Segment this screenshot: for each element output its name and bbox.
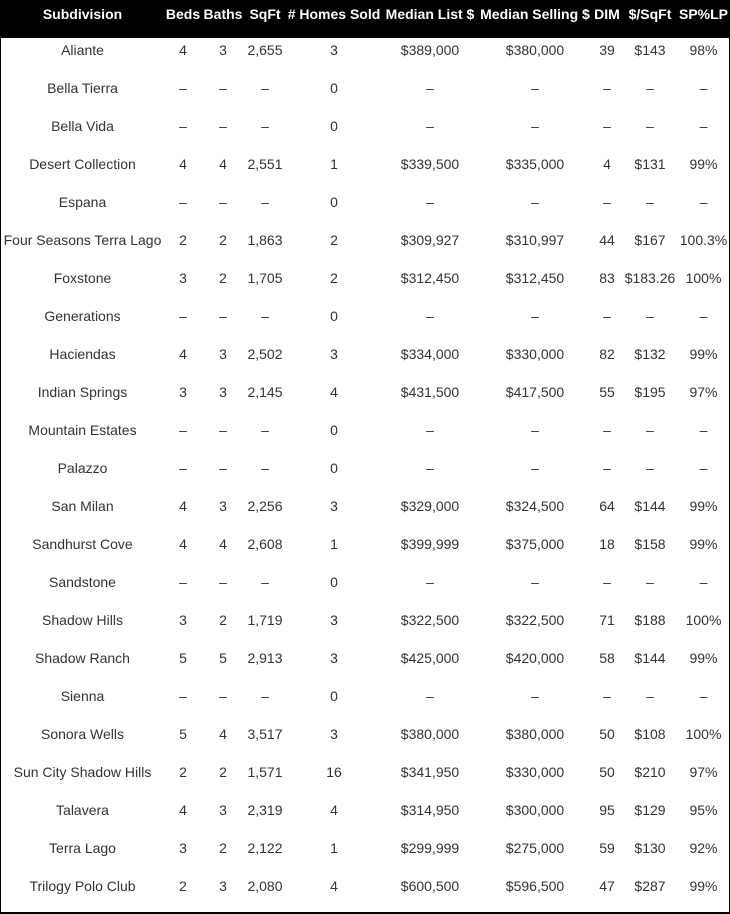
cell-price-per-sqft: $108 — [634, 726, 666, 742]
cell-price-per-sqft: $144 — [634, 650, 666, 666]
cell-baths: 5 — [219, 650, 227, 666]
cell-beds: – — [179, 118, 187, 134]
cell-homes-sold: 2 — [330, 270, 338, 286]
table-row — [1, 532, 729, 570]
cell-dim: 82 — [599, 346, 615, 362]
cell-price-per-sqft: – — [646, 118, 654, 134]
cell-sqft: 2,319 — [247, 802, 283, 818]
cell-median-list: $389,000 — [400, 42, 460, 58]
table-row — [1, 570, 729, 608]
cell-median-list: – — [426, 308, 434, 324]
column-header-sqft: SqFt — [249, 6, 281, 22]
cell-dim: 58 — [599, 650, 615, 666]
cell-sqft: – — [261, 574, 269, 590]
cell-median-list: $309,927 — [400, 232, 460, 248]
cell-subdivision: Desert Collection — [29, 156, 136, 172]
table-row — [1, 114, 729, 152]
cell-median-list: – — [426, 422, 434, 438]
cell-beds: – — [179, 308, 187, 324]
cell-sp-lp: – — [699, 80, 708, 96]
cell-subdivision: Bella Vida — [51, 118, 114, 134]
cell-price-per-sqft: – — [646, 422, 654, 438]
cell-baths: 2 — [219, 840, 227, 856]
cell-beds: – — [179, 460, 187, 476]
column-header-median-list: Median List $ — [385, 6, 475, 22]
cell-homes-sold: 0 — [330, 118, 338, 134]
cell-baths: 3 — [219, 384, 227, 400]
cell-baths: 4 — [219, 726, 227, 742]
cell-median-list: – — [426, 118, 434, 134]
cell-homes-sold: 0 — [330, 80, 338, 96]
cell-sqft: 2,145 — [247, 384, 283, 400]
cell-beds: 4 — [179, 346, 187, 362]
cell-sqft: 1,705 — [247, 270, 283, 286]
cell-subdivision: Espana — [58, 194, 107, 210]
cell-median-selling: – — [531, 574, 539, 590]
cell-sp-lp: 99% — [689, 156, 718, 172]
cell-price-per-sqft: $158 — [634, 536, 666, 552]
cell-subdivision: Sun City Shadow Hills — [13, 764, 152, 780]
cell-dim: 47 — [599, 878, 615, 894]
cell-sp-lp: 100.3% — [679, 232, 728, 248]
cell-dim: – — [603, 688, 611, 704]
subdivision-sales-table — [1, 0, 729, 912]
cell-median-selling: – — [531, 80, 539, 96]
header-row — [1, 0, 729, 38]
cell-homes-sold: 0 — [330, 422, 338, 438]
cell-sqft: 2,502 — [247, 346, 283, 362]
cell-median-selling: $310,997 — [505, 232, 565, 248]
cell-dim: – — [603, 460, 611, 476]
cell-homes-sold: 1 — [330, 156, 338, 172]
cell-price-per-sqft: – — [646, 460, 654, 476]
cell-beds: – — [179, 422, 187, 438]
cell-price-per-sqft: $143 — [634, 42, 666, 58]
cell-sp-lp: – — [699, 194, 708, 210]
cell-homes-sold: 16 — [326, 764, 342, 780]
cell-sqft: 2,256 — [247, 498, 283, 514]
cell-sqft: 2,080 — [247, 878, 283, 894]
cell-median-list: $339,500 — [400, 156, 460, 172]
cell-subdivision: Palazzo — [57, 460, 108, 476]
cell-homes-sold: 4 — [330, 802, 338, 818]
cell-dim: 50 — [599, 764, 615, 780]
cell-dim: 39 — [599, 42, 615, 58]
cell-median-selling: $275,000 — [505, 840, 565, 856]
cell-homes-sold: 1 — [330, 536, 338, 552]
column-header-baths: Baths — [203, 6, 243, 22]
cell-sqft: 1,863 — [247, 232, 283, 248]
cell-baths: 2 — [219, 764, 227, 780]
cell-subdivision: Sonora Wells — [40, 726, 124, 742]
cell-dim: 59 — [599, 840, 615, 856]
cell-homes-sold: 0 — [330, 460, 338, 476]
cell-baths: 3 — [219, 498, 227, 514]
cell-median-list: $341,950 — [400, 764, 460, 780]
table-header — [1, 0, 729, 38]
cell-baths: – — [219, 574, 227, 590]
cell-baths: – — [219, 118, 227, 134]
table-row — [1, 152, 729, 190]
cell-homes-sold: 3 — [330, 42, 338, 58]
cell-price-per-sqft: $131 — [634, 156, 666, 172]
cell-median-selling: – — [531, 460, 539, 476]
cell-homes-sold: 0 — [330, 574, 338, 590]
cell-dim: – — [603, 308, 611, 324]
cell-sp-lp: 100% — [685, 726, 722, 742]
cell-sp-lp: – — [699, 422, 708, 438]
cell-median-selling: $324,500 — [505, 498, 565, 514]
cell-median-list: $299,999 — [400, 840, 460, 856]
cell-beds: – — [179, 194, 187, 210]
cell-subdivision: Terra Lago — [49, 840, 116, 856]
cell-sqft: 2,122 — [247, 840, 283, 856]
table-row — [1, 798, 729, 836]
cell-sp-lp: 99% — [689, 650, 718, 666]
cell-median-list: – — [426, 194, 434, 210]
table-row — [1, 304, 729, 342]
cell-median-list: – — [426, 460, 434, 476]
cell-subdivision: Sandstone — [49, 574, 116, 590]
cell-subdivision: Foxstone — [53, 270, 112, 286]
cell-subdivision: Mountain Estates — [28, 422, 137, 438]
cell-beds: 4 — [179, 156, 187, 172]
cell-dim: 71 — [599, 612, 615, 628]
cell-median-list: $380,000 — [400, 726, 460, 742]
cell-baths: – — [219, 422, 227, 438]
cell-sp-lp: 92% — [689, 840, 718, 856]
cell-price-per-sqft: $195 — [634, 384, 666, 400]
table-row — [1, 380, 729, 418]
cell-subdivision: San Milan — [51, 498, 114, 514]
cell-sp-lp: – — [699, 688, 708, 704]
table-row — [1, 38, 729, 76]
cell-median-list: $431,500 — [400, 384, 460, 400]
cell-sp-lp: 100% — [685, 612, 722, 628]
cell-sqft: 1,719 — [247, 612, 283, 628]
cell-median-selling: $596,500 — [505, 878, 565, 894]
cell-beds: 4 — [179, 42, 187, 58]
cell-median-list: $334,000 — [400, 346, 460, 362]
cell-baths: 4 — [219, 536, 227, 552]
cell-beds: 2 — [179, 232, 187, 248]
table-row — [1, 418, 729, 456]
cell-subdivision: Shadow Hills — [42, 612, 123, 628]
cell-sqft: 2,913 — [247, 650, 283, 666]
cell-homes-sold: 2 — [330, 232, 338, 248]
cell-dim: – — [603, 574, 611, 590]
cell-baths: – — [219, 460, 227, 476]
cell-sp-lp: 97% — [689, 384, 718, 400]
cell-median-selling: $420,000 — [505, 650, 565, 666]
cell-sqft: 2,608 — [247, 536, 283, 552]
cell-sqft: 2,551 — [247, 156, 283, 172]
cell-median-selling: $300,000 — [505, 802, 565, 818]
cell-median-list: $312,450 — [400, 270, 460, 286]
table-row — [1, 874, 729, 912]
cell-baths: 3 — [219, 802, 227, 818]
cell-median-list: $399,999 — [400, 536, 460, 552]
cell-sp-lp: – — [699, 574, 708, 590]
table-row — [1, 456, 729, 494]
table-row — [1, 836, 729, 874]
cell-median-list: $600,500 — [400, 878, 460, 894]
cell-beds: – — [179, 688, 187, 704]
cell-sp-lp: – — [699, 308, 708, 324]
cell-sqft: – — [261, 194, 269, 210]
cell-subdivision: Shadow Ranch — [35, 650, 130, 666]
cell-price-per-sqft: – — [646, 194, 654, 210]
cell-median-selling: $330,000 — [505, 764, 565, 780]
cell-beds: 5 — [179, 650, 187, 666]
cell-subdivision: Haciendas — [49, 346, 116, 362]
cell-median-selling: $330,000 — [505, 346, 565, 362]
table-row — [1, 722, 729, 760]
cell-dim: 44 — [599, 232, 615, 248]
table-row — [1, 608, 729, 646]
cell-subdivision: Talavera — [56, 802, 109, 818]
cell-dim: 50 — [599, 726, 615, 742]
cell-beds: 3 — [179, 840, 187, 856]
cell-median-list: $425,000 — [400, 650, 460, 666]
cell-baths: 2 — [219, 270, 227, 286]
cell-homes-sold: 4 — [330, 384, 338, 400]
cell-median-selling: $312,450 — [505, 270, 565, 286]
cell-median-selling: – — [531, 308, 539, 324]
column-header-price-per-sqft: $/SqFt — [628, 6, 672, 22]
cell-beds: 4 — [179, 536, 187, 552]
cell-dim: – — [603, 422, 611, 438]
table-body — [1, 38, 729, 912]
cell-beds: 2 — [179, 764, 187, 780]
table-row — [1, 228, 729, 266]
cell-homes-sold: 0 — [330, 688, 338, 704]
cell-dim: 4 — [603, 156, 611, 172]
cell-homes-sold: 3 — [330, 346, 338, 362]
cell-median-list: $329,000 — [400, 498, 460, 514]
cell-beds: 2 — [179, 878, 187, 894]
cell-baths: 2 — [219, 612, 227, 628]
cell-sqft: 1,571 — [247, 764, 283, 780]
cell-median-list: $314,950 — [400, 802, 460, 818]
cell-price-per-sqft: – — [646, 688, 654, 704]
cell-subdivision: Four Seasons Terra Lago — [3, 232, 162, 248]
table-row — [1, 190, 729, 228]
table-row — [1, 646, 729, 684]
cell-sqft: – — [261, 80, 269, 96]
cell-price-per-sqft: $132 — [634, 346, 666, 362]
cell-sp-lp: – — [699, 460, 708, 476]
cell-median-selling: – — [531, 118, 539, 134]
cell-subdivision: Indian Springs — [37, 384, 128, 400]
cell-homes-sold: 4 — [330, 878, 338, 894]
cell-baths: – — [219, 688, 227, 704]
cell-dim: 64 — [599, 498, 615, 514]
table-row — [1, 76, 729, 114]
cell-beds: – — [179, 80, 187, 96]
cell-sp-lp: – — [699, 118, 708, 134]
cell-baths: 2 — [219, 232, 227, 248]
cell-price-per-sqft: $287 — [634, 878, 666, 894]
cell-sp-lp: 97% — [689, 764, 718, 780]
cell-subdivision: Trilogy Polo Club — [29, 878, 136, 894]
cell-price-per-sqft: $167 — [634, 232, 666, 248]
cell-median-selling: $335,000 — [505, 156, 565, 172]
cell-subdivision: Sienna — [60, 688, 105, 704]
cell-median-selling: $417,500 — [505, 384, 565, 400]
cell-median-selling: $380,000 — [505, 42, 565, 58]
cell-median-selling: $322,500 — [505, 612, 565, 628]
cell-subdivision: Bella Tierra — [47, 80, 118, 96]
column-header-beds: Beds — [165, 6, 201, 22]
cell-subdivision: Generations — [44, 308, 121, 324]
cell-baths: – — [219, 194, 227, 210]
cell-price-per-sqft: $144 — [634, 498, 666, 514]
cell-median-selling: – — [531, 422, 539, 438]
table-row — [1, 266, 729, 304]
cell-price-per-sqft: – — [646, 574, 654, 590]
cell-homes-sold: 3 — [330, 726, 338, 742]
cell-price-per-sqft: $210 — [634, 764, 666, 780]
cell-dim: 18 — [599, 536, 615, 552]
cell-beds: 5 — [179, 726, 187, 742]
cell-sqft: – — [261, 688, 269, 704]
cell-price-per-sqft: $183.26 — [624, 270, 676, 286]
table-row — [1, 342, 729, 380]
cell-baths: 4 — [219, 156, 227, 172]
cell-baths: 3 — [219, 878, 227, 894]
cell-homes-sold: 3 — [330, 612, 338, 628]
cell-beds: – — [179, 574, 187, 590]
cell-dim: – — [603, 80, 611, 96]
cell-dim: – — [603, 194, 611, 210]
cell-homes-sold: 3 — [330, 498, 338, 514]
cell-sp-lp: 99% — [689, 878, 718, 894]
table-row — [1, 760, 729, 798]
cell-baths: 3 — [219, 42, 227, 58]
cell-sqft: – — [261, 460, 269, 476]
column-header-subdivision: Subdivision — [42, 6, 123, 22]
cell-sqft: 2,655 — [247, 42, 283, 58]
cell-sp-lp: 99% — [689, 536, 718, 552]
cell-homes-sold: 3 — [330, 650, 338, 666]
cell-median-list: $322,500 — [400, 612, 460, 628]
cell-sp-lp: 95% — [689, 802, 718, 818]
cell-subdivision: Aliante — [61, 42, 104, 58]
cell-sp-lp: 100% — [685, 270, 722, 286]
cell-price-per-sqft: $188 — [634, 612, 666, 628]
cell-beds: 3 — [179, 384, 187, 400]
cell-median-list: – — [426, 80, 434, 96]
cell-homes-sold: 1 — [330, 840, 338, 856]
column-header-sp-lp: SP%LP — [678, 6, 728, 22]
cell-subdivision: Sandhurst Cove — [32, 536, 133, 552]
cell-median-selling: $380,000 — [505, 726, 565, 742]
cell-median-selling: – — [531, 194, 539, 210]
cell-price-per-sqft: $130 — [634, 840, 666, 856]
cell-sqft: – — [261, 118, 269, 134]
cell-median-list: – — [426, 688, 434, 704]
cell-baths: 3 — [219, 346, 227, 362]
cell-baths: – — [219, 80, 227, 96]
cell-homes-sold: 0 — [330, 194, 338, 210]
cell-price-per-sqft: – — [646, 308, 654, 324]
cell-beds: 4 — [179, 802, 187, 818]
table-row — [1, 684, 729, 722]
table-row — [1, 494, 729, 532]
cell-dim: 83 — [599, 270, 615, 286]
cell-price-per-sqft: – — [646, 80, 654, 96]
cell-beds: 4 — [179, 498, 187, 514]
cell-baths: – — [219, 308, 227, 324]
column-header-dim: DIM — [594, 6, 620, 22]
column-header-median-selling: Median Selling $ — [480, 6, 590, 22]
column-header-homes-sold: # Homes Sold — [287, 6, 381, 22]
cell-median-selling: $375,000 — [505, 536, 565, 552]
cell-sp-lp: 99% — [689, 346, 718, 362]
cell-beds: 3 — [179, 270, 187, 286]
cell-dim: 55 — [599, 384, 615, 400]
cell-sqft: – — [261, 308, 269, 324]
cell-sqft: – — [261, 422, 269, 438]
cell-sp-lp: 99% — [689, 498, 718, 514]
cell-dim: – — [603, 118, 611, 134]
cell-median-selling: – — [531, 688, 539, 704]
cell-sqft: 3,517 — [247, 726, 283, 742]
cell-homes-sold: 0 — [330, 308, 338, 324]
cell-sp-lp: 98% — [689, 42, 718, 58]
cell-beds: 3 — [179, 612, 187, 628]
cell-price-per-sqft: $129 — [634, 802, 666, 818]
cell-dim: 95 — [599, 802, 615, 818]
cell-median-list: – — [426, 574, 434, 590]
